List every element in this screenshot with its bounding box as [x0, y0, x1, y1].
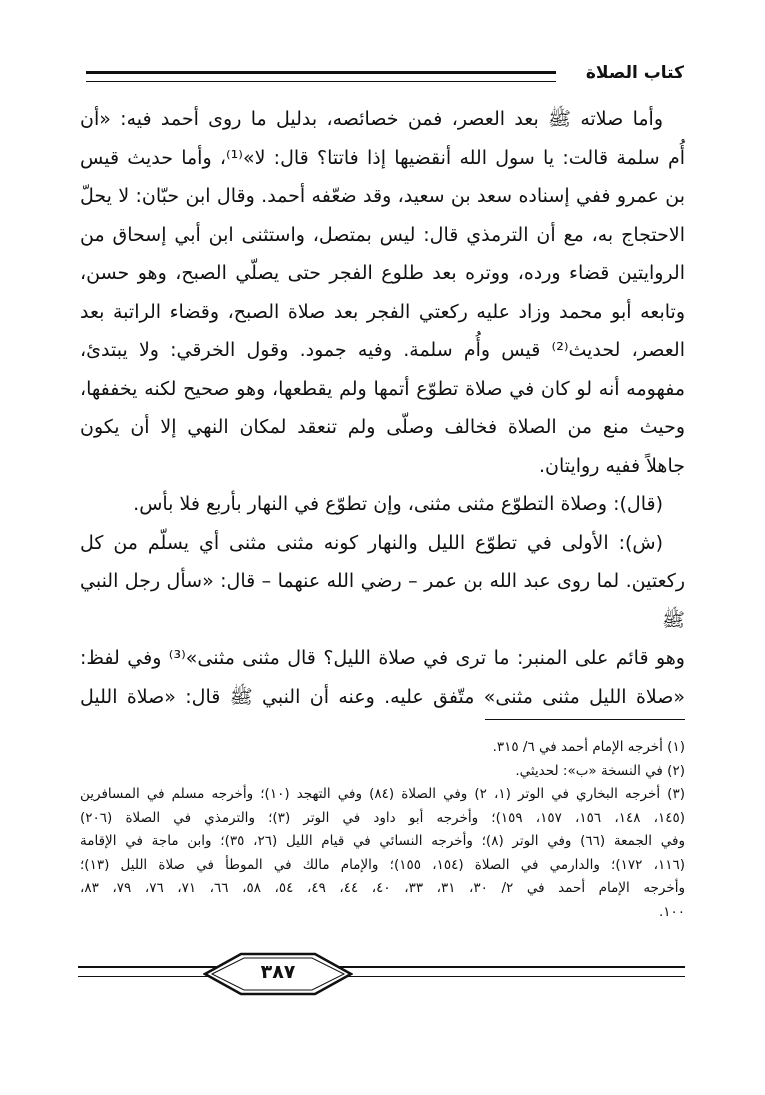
body-line: جاهلاً ففيه روايتان.: [538, 454, 685, 477]
running-header: [86, 62, 684, 88]
body-line: وحيث منع من الصلاة فخالف وصلّى ولم تنعقد لمكان النهي إلا أن يكون: [80, 416, 685, 438]
body-text: [80, 100, 685, 716]
footnote-divider: [485, 719, 685, 720]
footnote-line: (١١٦، ١٧٢)؛ والدارمي في الصلاة (١٥٤، ١٥٥)؛ والإمام مالك في الموطأ في صلاة الليل (١٣)؛: [80, 856, 686, 873]
body-line: أُم سلمة قالت: يا سول الله أنقضيها إذا فاتتا؟ قال: لا»⁽¹⁾، وأما حديث قيس: [80, 146, 686, 169]
footnote-line: وفي الجمعة (٦٦) وفي الوتر (٨)؛ وأخرجه النسائي في قيام الليل (٢٦، ٣٥)؛ وابن ماجة في الإقامة: [80, 833, 685, 849]
page-number: ٣٨٧: [260, 961, 296, 983]
footnote-line: وأخرجه الإمام أحمد في ٢/ ٣٠، ٣١، ٣٣، ٤٠، ٤٤، ٤٩، ٥٤، ٥٨، ٦٦، ٧١، ٧٦، ٧٩، ٨٣،: [80, 880, 685, 896]
page-number-ornament: [78, 952, 685, 996]
body-line: وأما صلاته ﷺ بعد العصر، فمن خصائصه، بدليل ما روى أحمد فيه: «أن: [80, 108, 663, 130]
footnote-line: (١) أخرجه الإمام أحمد في ٦/ ٣١٥.: [492, 739, 685, 755]
body-line: وتابعه أبو محمد وزاد عليه ركعتي الفجر بعد صلاة الصبح، وقضاء الراتبة بعد: [80, 300, 685, 323]
body-line: العصر، لحديث⁽²⁾ قيس وأُم سلمة. وفيه جمود. وقول الخرقي: ولا يبتدئ،: [80, 339, 685, 361]
body-line: «صلاة الليل مثنى مثنى» متّفق عليه. وعنه أن النبي ﷺ قال: «صلاة الليل: [80, 685, 685, 708]
body-line: وهو قائم على المنبر: ما ترى في صلاة الليل؟ قال مثنى مثنى»⁽³⁾ وفي لفظ:: [80, 647, 685, 669]
body-line: الروايتين قضاء ورده، ووتره بعد طلوع الفجر حتى يصلّي الصبح، وهو حسن،: [80, 262, 685, 284]
body-line: (ش): الأولى في تطوّع الليل والنهار كونه مثنى مثنى أي يسلّم من كل: [80, 531, 663, 554]
body-line: ركعتين. لما روى عبد الله بن عمر – رضي الله عنهما – قال: «سأل رجل النبي ﷺ: [80, 570, 685, 631]
ornament-rule-right: [330, 966, 685, 977]
chapter-title: كتاب الصلاة: [585, 63, 684, 83]
footnote-line: ١٠٠.: [658, 903, 685, 920]
footnote-line: (٢) في النسخة «ب»: لحديثي.: [515, 762, 685, 779]
footnote-line: (١٤٥، ١٤٨، ١٥٦، ١٥٧، ١٥٩)؛ وأخرجه أبو داود في الوتر (٣)؛ والترمذي في الصلاة (٢٠٦): [80, 809, 686, 826]
body-line: بن عمرو ففي إسناده سعد بن سعيد، وقد ضعّفه أحمد. وقال ابن حبّان: لا يحلّ: [80, 185, 685, 207]
body-line: الاحتجاج به، مع أن الترمذي قال: ليس بمتصل، واستثنى ابن أبي إسحاق من: [80, 223, 685, 246]
footnote-line: (٣) أخرجه البخاري في الوتر (١، ٢) وفي الصلاة (٨٤) وفي التهجد (١٠)؛ وأخرجه مسلم في المسافرين: [80, 786, 685, 802]
ornament-rule-left: [78, 966, 223, 977]
body-line: (قال): وصلاة التطوّع مثنى مثنى، وإن تطوّع في النهار بأربع فلا بأس.: [133, 493, 663, 515]
footnotes: [80, 736, 685, 924]
body-line: مفهومه أنه لو كان في صلاة تطوّع أتمها ولم يقطعها، وهو صحيح لكنه يخففها،: [80, 377, 685, 400]
header-rule: [86, 71, 556, 82]
